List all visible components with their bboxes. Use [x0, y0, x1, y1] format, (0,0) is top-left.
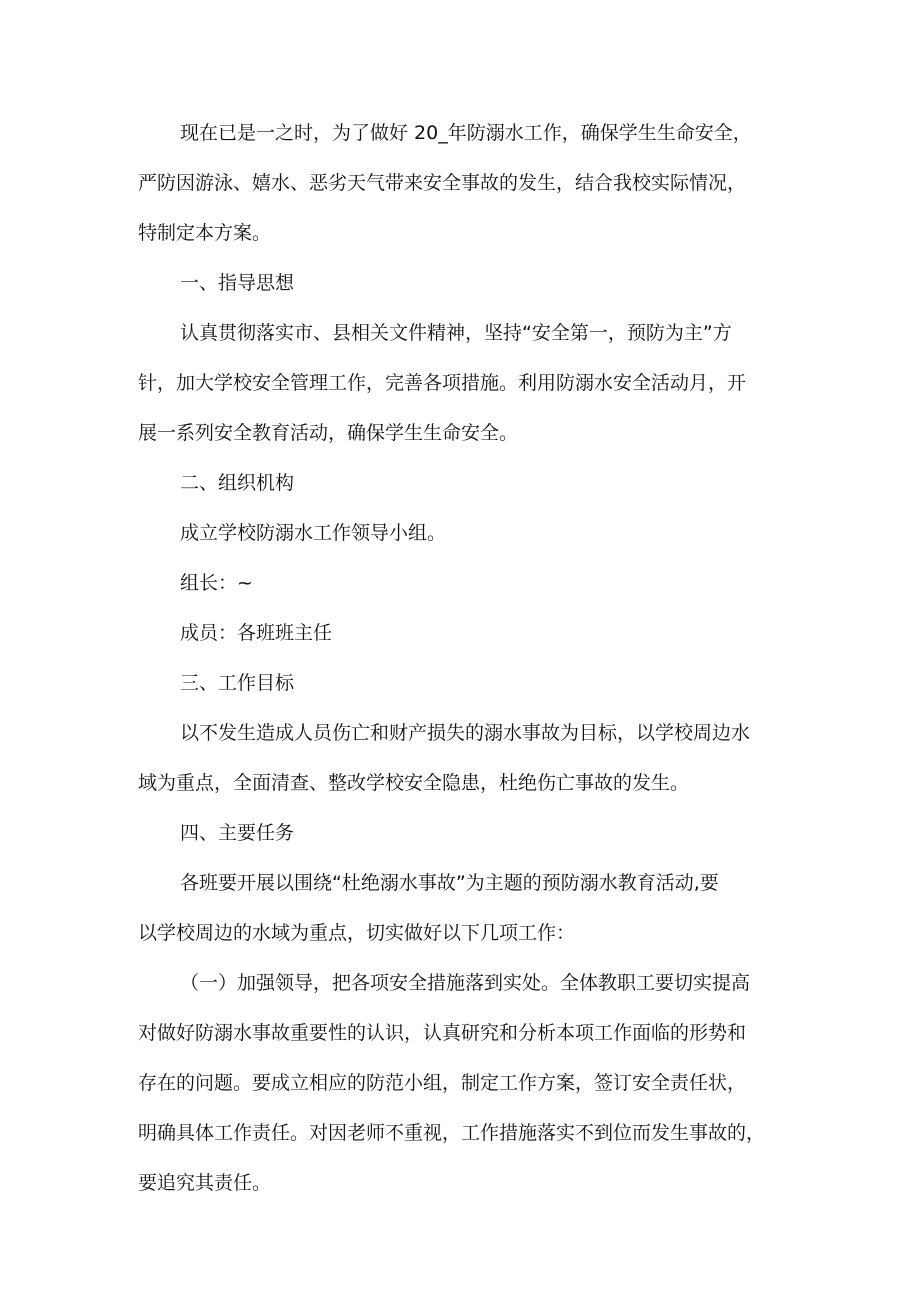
- intro-paragraph: [138, 114, 788, 264]
- section-heading-main-tasks: 四、主要任务: [180, 822, 295, 844]
- section-heading-guiding-ideology: 一、指导思想: [180, 272, 295, 294]
- paragraph-line: 明确具体工作责任。对因老师不重视，工作措施落实不到位而发生事故的，: [138, 1122, 766, 1144]
- goals-paragraph: [138, 714, 788, 814]
- paragraph-line: 展一系列安全教育活动，确保学生生命安全。: [138, 422, 519, 444]
- guiding-ideology-paragraph: [138, 314, 788, 464]
- leadership-group-line: 成立学校防溺水工作领导小组。: [180, 522, 447, 544]
- paragraph-line: 以学校周边的水域为重点，切实做好以下几项工作：: [138, 922, 576, 944]
- paragraph-line: 域为重点，全面清查、整改学校安全隐患，杜绝伤亡事故的发生。: [138, 772, 690, 794]
- paragraph-line: 现在已是一之时，为了做好 20_年防溺水工作，确保学生生命安全，: [180, 122, 752, 144]
- document-body: [138, 114, 788, 1214]
- group-leader-line: 组长：~: [180, 572, 253, 594]
- paragraph-line: 各班要开展以围绕“杜绝溺水事故”为主题的预防溺水教育活动,要: [180, 872, 719, 894]
- paragraph-line: 以不发生造成人员伤亡和财产损失的溺水事故为目标，以学校周边水: [180, 722, 751, 744]
- paragraph-line: （一）加强领导，把各项安全措施落到实处。全体教职工要切实提高: [180, 972, 751, 994]
- group-members-line: 成员：各班班主任: [180, 622, 333, 644]
- task-item-1-paragraph: [138, 964, 788, 1214]
- paragraph-line: 特制定本方案。: [138, 222, 272, 244]
- paragraph-line: 针，加大学校安全管理工作，完善各项措施。利用防溺水安全活动月，开: [138, 372, 747, 394]
- paragraph-line: 严防因游泳、嬉水、恶劣天气带来安全事故的发生，结合我校实际情况，: [138, 172, 747, 194]
- paragraph-line: 认真贯彻落实市、县相关文件精神，坚持“安全第一，预防为主”方: [180, 322, 732, 344]
- paragraph-line: 要追究其责任。: [138, 1172, 272, 1194]
- section-heading-organization: 二、组织机构: [180, 472, 295, 494]
- paragraph-line: 对做好防溺水事故重要性的认识，认真研究和分析本项工作面临的形势和: [138, 1022, 747, 1044]
- main-tasks-paragraph: [138, 864, 788, 964]
- paragraph-line: 存在的问题。要成立相应的防范小组，制定工作方案，签订安全责任状，: [138, 1072, 747, 1094]
- section-heading-goals: 三、工作目标: [180, 672, 295, 694]
